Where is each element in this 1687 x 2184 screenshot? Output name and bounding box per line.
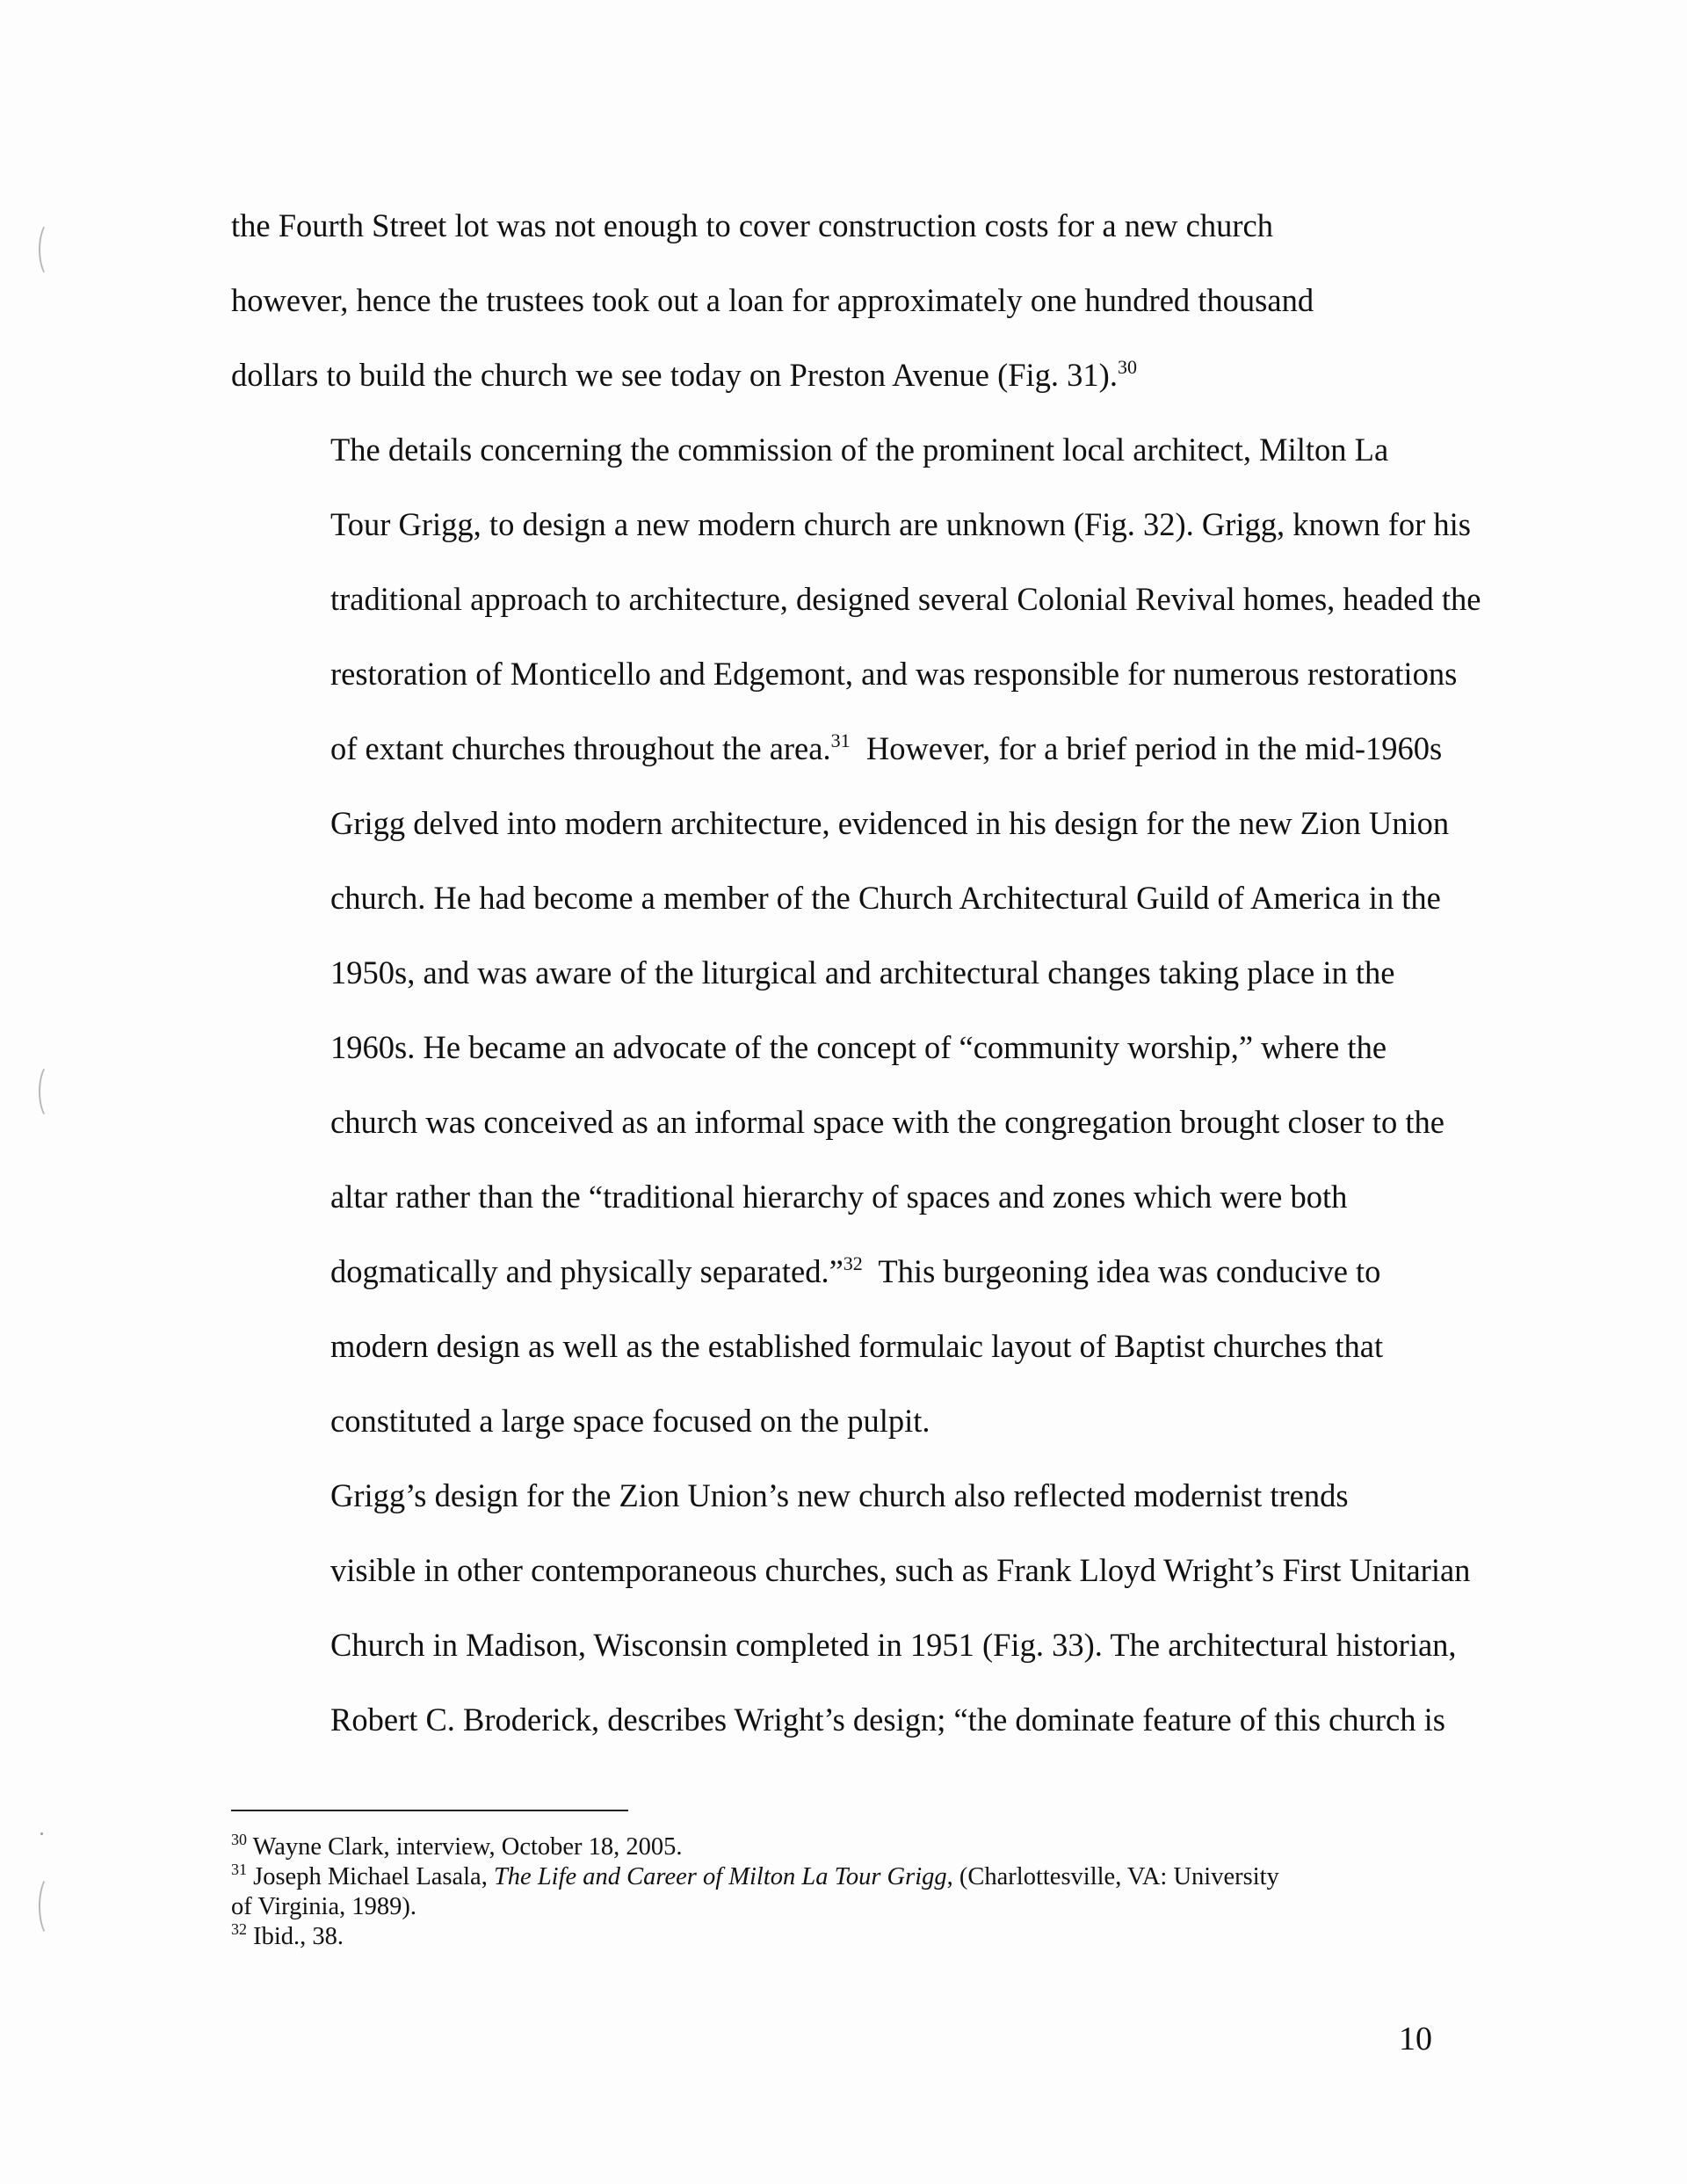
line-text: dogmatically and physically separated.” [330, 1253, 844, 1289]
footnote-number: 30 [231, 1831, 247, 1848]
line-text: the Fourth Street lot was not enough to cover construction costs for a new church [231, 207, 1273, 243]
line-text: dollars to build the church we see today on Preston Avenue (Fig. 31). [231, 357, 1118, 393]
text-line [231, 1383, 1435, 1458]
text-line [231, 786, 1450, 860]
line-text: however, hence the trustees took out a loan for approximately one hundred thousand [231, 282, 1314, 318]
text-line [231, 562, 1481, 636]
scan-artifact-mark [39, 1876, 62, 1937]
footnote-line [231, 1862, 1435, 1892]
text-line [231, 412, 1435, 487]
footnote-separator [231, 1810, 628, 1811]
text-line [231, 1607, 1457, 1682]
line-text: 1950s, and was aware of the liturgical and architectural changes taking place in the [330, 954, 1395, 990]
text-line [231, 1159, 1435, 1234]
footnote-entry [231, 1832, 1435, 1862]
paragraph [231, 1458, 1471, 1757]
text-line [231, 1309, 1435, 1383]
text-line [231, 711, 1443, 786]
paragraph [231, 188, 1435, 412]
line-text: Robert C. Broderick, describes Wright’s design; “the dominate feature of this church is [330, 1701, 1445, 1738]
text-line [231, 337, 1435, 412]
line-text: Grigg’s design for the Zion Union’s new church also reflected modernist trends [330, 1477, 1349, 1513]
footnote-title: The Life and Career of Milton La Tour Grigg [493, 1863, 947, 1890]
text-line [231, 1533, 1471, 1607]
text-line [231, 1682, 1445, 1757]
text-line [231, 1010, 1435, 1085]
footnote-number: 31 [231, 1861, 247, 1878]
line-text: church. He had become a member of the Church Architectural Guild of America in the [330, 880, 1441, 916]
footnote-text: Joseph Michael Lasala, [247, 1863, 494, 1890]
line-text: of extant churches throughout the area. [330, 730, 831, 766]
paragraph [231, 412, 1481, 1458]
line-text: traditional approach to architecture, designed several Colonial Revival homes, headed the [330, 581, 1481, 617]
footnote-entry [231, 1922, 1435, 1952]
footnote-text: of Virginia, 1989). [231, 1893, 416, 1920]
line-text: modern design as well as the established formulaic layout of Baptist churches that [330, 1328, 1384, 1364]
line-text-after: This burgeoning idea was conducive to [862, 1253, 1381, 1289]
footnote-text: Ibid., 38. [247, 1923, 344, 1950]
scan-artifact-mark [39, 221, 62, 278]
text-line [231, 860, 1441, 935]
scan-artifact-dot [40, 1832, 43, 1835]
scan-artifact-mark [39, 1063, 62, 1120]
text-line [231, 1234, 1435, 1309]
line-text: visible in other contemporaneous churches, such as Frank Lloyd Wright’s First Unitarian [330, 1552, 1471, 1588]
footnote-reference[interactable]: 32 [843, 1252, 863, 1274]
line-text: church was conceived as an informal space with the congregation brought closer to the [330, 1104, 1444, 1140]
line-text: Tour Grigg, to design a new modern church are unknown (Fig. 32). Grigg, known for his [330, 506, 1472, 542]
footnote-entry [231, 1862, 1435, 1922]
footnote-line [231, 1892, 1435, 1922]
line-text: 1960s. He became an advocate of the concept of “community worship,” where the [330, 1029, 1387, 1065]
line-text: Grigg delved into modern architecture, evidenced in his design for the new Zion Union [330, 805, 1450, 841]
text-line [231, 263, 1435, 337]
footnote-reference[interactable]: 30 [1117, 356, 1137, 378]
text-line [231, 1458, 1435, 1533]
footnote-line [231, 1832, 1435, 1862]
line-text: Church in Madison, Wisconsin completed in 1951 (Fig. 33). The architectural historian, [330, 1627, 1457, 1663]
page-number: 10 [1399, 2021, 1432, 2057]
footnote-number: 32 [231, 1920, 247, 1938]
footnote-reference[interactable]: 31 [830, 729, 851, 751]
line-text: The details concerning the commission of the prominent local architect, Milton La [330, 432, 1389, 468]
line-text: restoration of Monticello and Edgemont, and was responsible for numerous restorations [330, 656, 1458, 692]
footnote-text: , (Charlottesville, VA: University [946, 1863, 1279, 1890]
text-line [231, 487, 1472, 562]
footnote-line [231, 1922, 1435, 1952]
line-text-after: However, for a brief period in the mid-1960s [850, 730, 1443, 766]
footnote-text: Wayne Clark, interview, October 18, 2005. [247, 1833, 683, 1861]
text-line [231, 1085, 1444, 1159]
text-line [231, 636, 1458, 711]
line-text: altar rather than the “traditional hierarchy of spaces and zones which were both [330, 1179, 1348, 1215]
footnotes [231, 1832, 1435, 1952]
line-text: constituted a large space focused on the pulpit. [330, 1403, 930, 1439]
body-text [231, 188, 1481, 1757]
text-line [231, 188, 1435, 263]
text-line [231, 935, 1435, 1010]
